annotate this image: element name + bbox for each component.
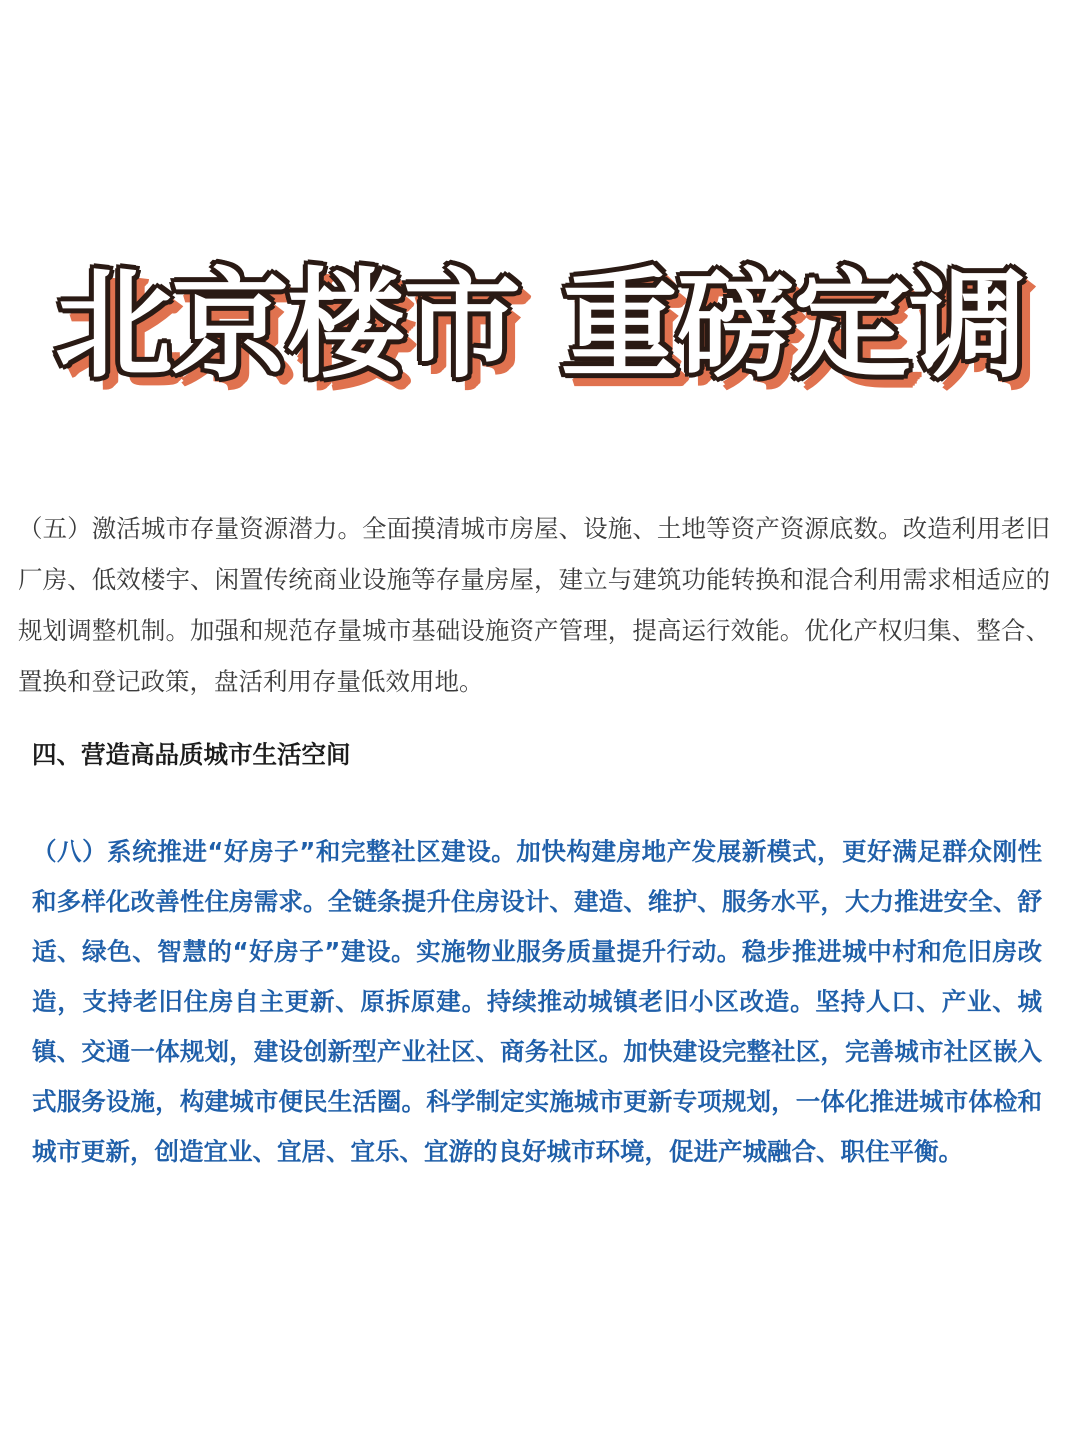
section-5-paragraph: （五）激活城市存量资源潜力。全面摸清城市房屋、设施、土地等资产资源底数。改造利用老旧厂房、低效楼宇、闲置传统商业设施等存量房屋，建立与建筑功能转换和混合利用需求相适应的规划调整机制。加强和规范存量城市基础设施资产管理，提高运行效能。优化产权归集、整合、置换和登记政策，盘活利用存量低效用地。	[18, 514, 1050, 696]
page-title	[0, 255, 1080, 395]
title-part-2: 重磅定调	[561, 256, 1026, 394]
section-4-heading: 四、营造高品质城市生活空间	[32, 740, 351, 769]
title-part-1: 北京楼市	[54, 256, 519, 394]
section-8-paragraph: （八）系统推进“好房子”和完整社区建设。加快构建房地产发展新模式，更好满足群众刚性和多样化改善性住房需求。全链条提升住房设计、建造、维护、服务水平，大力推进安全、舒适、绿色、智慧的“好房子”建设。实施物业服务质量提升行动。稳步推进城中村和危旧房改造，支持老旧住房自主更新、原拆原建。持续推动城镇老旧小区改造。坚持人口、产业、城镇、交通一体规划，建设创新型产业社区、商务社区。加快建设完整社区，完善城市社区嵌入式服务设施，构建城市便民生活圈。科学制定实施城市更新专项规划，一体化推进城市体检和城市更新，创造宜业、宜居、宜乐、宜游的良好城市环境，促进产城融合、职住平衡。	[32, 837, 1042, 1166]
